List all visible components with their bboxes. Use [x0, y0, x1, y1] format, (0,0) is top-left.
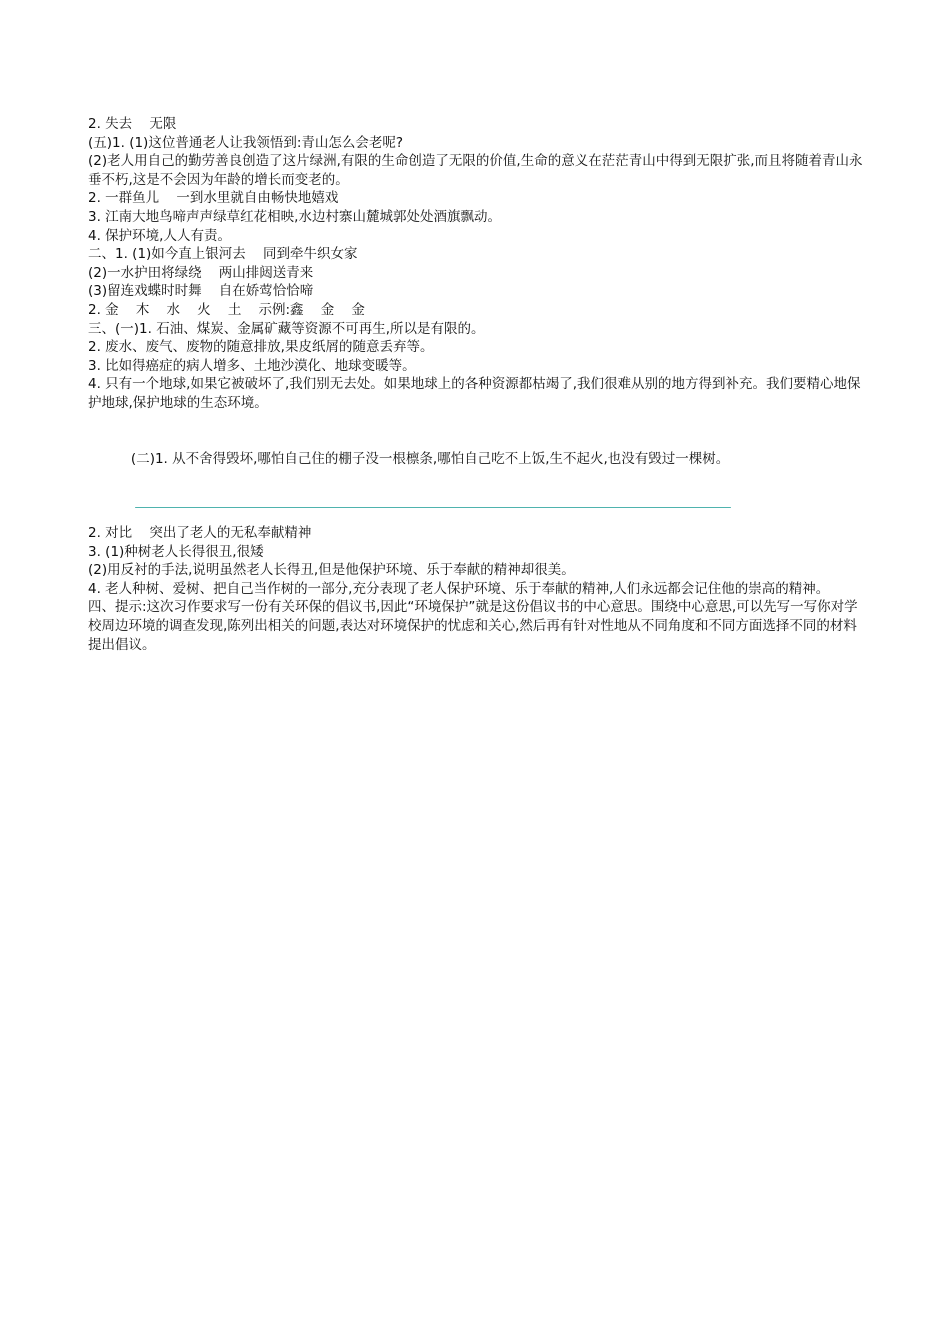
answer-line: 二、1. (1)如今直上银河去 同到牵牛织女家: [88, 246, 358, 263]
answer-line: 2. 失去 无限: [88, 116, 177, 132]
underlined-answer-text: (二)1. 从不舍得毁坏,哪怕自己住的棚子没一根檩条,哪怕自己吃不上饭,生不起火,也没有毁过一棵树。: [130, 450, 730, 467]
answer-line: 2. 一群鱼儿 一到水里就自由畅快地嬉戏: [88, 190, 339, 207]
answer-line-underlined: [88, 413, 863, 525]
answer-line: (2)用反衬的手法,说明虽然老人长得丑,但是他保护环境、乐于奉献的精神却很美。: [88, 562, 575, 579]
answer-line: 3. 江南大地鸟啼声声绿草红花相映,水边村寨山麓城郭处处酒旗飘动。: [88, 208, 501, 225]
answer-paragraph: 四、提示:这次习作要求写一份有关环保的倡议书,因此“环境保护”就是这份倡议书的中心意思。围绕中心意思,可以先写一写你对学校周边环境的调查发现,陈列出相关的问题,表达对环境保护的忧虑和关心,然后再有针对性地从不同角度和不同方面选择不同的材料提出倡议。: [88, 599, 858, 653]
highlight-underline: [135, 507, 731, 508]
answer-line: 2. 金 木 水 火 土 示例:鑫 金 金: [88, 301, 365, 318]
answer-line: 2. 对比 突出了老人的无私奉献精神: [88, 525, 312, 542]
answer-paragraph: 4. 老人种树、爱树、把自己当作树的一部分,充分表现了老人保护环境、乐于奉献的精神,人们永远都会记住他的崇高的精神。: [88, 580, 830, 597]
answer-line: 2. 废水、废气、废物的随意排放,果皮纸屑的随意丢弃等。: [88, 339, 434, 356]
underlined-answer: [105, 431, 729, 505]
answer-line: 三、(一)1. 石油、煤炭、金属矿藏等资源不可再生,所以是有限的。: [88, 320, 485, 337]
answer-line: (五)1. (1)这位普通老人让我领悟到:青山怎么会老呢?: [88, 134, 404, 151]
answer-line: (2)一水护田将绿绕 两山排闼送青来: [88, 264, 314, 281]
answer-page: [88, 115, 863, 654]
answer-line: 3. 比如得癌症的病人增多、土地沙漠化、地球变暖等。: [88, 357, 416, 374]
answer-line: (3)留连戏蝶时时舞 自在娇莺恰恰啼: [88, 283, 314, 300]
answer-line: 4. 保护环境,人人有责。: [88, 227, 231, 244]
answer-paragraph: 4. 只有一个地球,如果它被破坏了,我们别无去处。如果地球上的各种资源都枯竭了,我们很难从别的地方得到补充。我们要精心地保护地球,保护地球的生态环境。: [88, 376, 861, 411]
answer-paragraph: (2)老人用自己的勤劳善良创造了这片绿洲,有限的生命创造了无限的价值,生命的意义在茫茫青山中得到无限扩张,而且将随着青山永垂不朽,这是不会因为年龄的增长而变老的。: [88, 153, 863, 188]
answer-line: 3. (1)种树老人长得很丑,很矮: [88, 543, 264, 560]
